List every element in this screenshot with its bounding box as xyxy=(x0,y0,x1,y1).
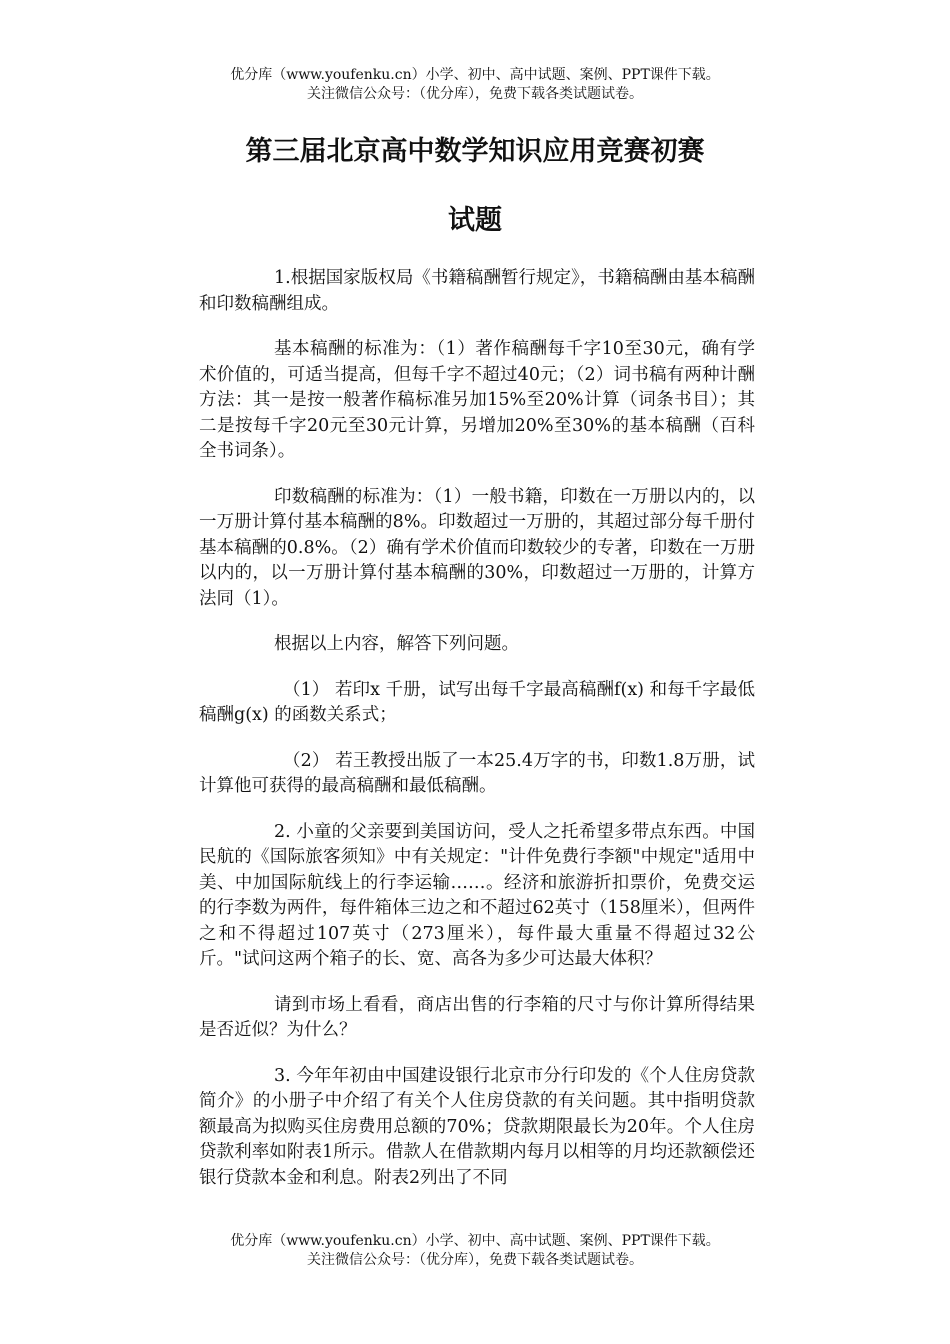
footer-line-2: 关注微信公众号：（优分库），免费下载各类试题试卷。 xyxy=(307,1252,643,1268)
document-subtitle: 试题 xyxy=(448,205,502,236)
page-footer xyxy=(0,1232,950,1270)
document-body xyxy=(199,266,755,1211)
footer-line-1: 优分库（www.youfenku.cn）小学、初中、高中试题、案例、PPT课件下载。 xyxy=(230,1233,720,1249)
header-line-2: 关注微信公众号：（优分库），免费下载各类试题试卷。 xyxy=(307,86,643,102)
sub-question-1: （1） 若印x 千册，试写出每千字最高稿酬f(x) 和每千字最低稿酬g(x) 的函数关系式； xyxy=(199,679,755,725)
question-2: 2. 小童的父亲要到美国访问，受人之托希望多带点东西。中国民航的《国际旅客须知》中有关规定："计件免费行李额"中规定"适用中美、中加国际航线上的行李运输……。经济和旅游折扣票价，免费交运的行李数为两件，每件箱体三边之和不超过62英寸（158厘米），但两件之和不得超过107英寸（273厘米），每件最大重量不得超过32公斤。"试问这两个箱子的长、宽、高各为多少可达最大体积？ xyxy=(199,821,755,969)
sub-question-2: （2） 若王教授出版了一本25.4万字的书，印数1.8万册，试计算他可获得的最高稿酬和最低稿酬。 xyxy=(199,750,755,796)
question-1-intro: 1.根据国家版权局《书籍稿酬暂行规定》，书籍稿酬由基本稿酬和印数稿酬组成。 xyxy=(199,268,755,314)
instruction-paragraph: 根据以上内容，解答下列问题。 xyxy=(274,634,519,654)
document-title: 第三届北京高中数学知识应用竞赛初赛 xyxy=(245,136,705,167)
print-royalty-paragraph: 印数稿酬的标准为：（1）一般书籍，印数在一万册以内的，以一万册计算付基本稿酬的8%。印数超过一万册的，其超过部分每千册付基本稿酬的0.8%。（2）确有学术价值而印数较少的专著，印数在一万册以内的，以一万册计算付基本稿酬的30%，印数超过一万册的，计算方法同（1）。 xyxy=(199,486,755,609)
question-2-followup: 请到市场上看看，商店出售的行李箱的尺寸与你计算所得结果是否近似？为什么？ xyxy=(199,994,755,1040)
page-header xyxy=(0,66,950,104)
header-line-1: 优分库（www.youfenku.cn）小学、初中、高中试题、案例、PPT课件下载。 xyxy=(230,67,720,83)
question-3: 3. 今年年初由中国建设银行北京市分行印发的《个人住房贷款简介》的小册子中介绍了有关个人住房贷款的有关问题。其中指明贷款额最高为拟购买住房费用总额的70%；贷款期限最长为20年。个人住房贷款利率如附表1所示。借款人在借款期内每月以相等的月均还款额偿还银行贷款本金和利息。附表2列出了不同 xyxy=(199,1065,755,1188)
basic-royalty-paragraph: 基本稿酬的标准为：（1）著作稿酬每千字10至30元，确有学术价值的，可适当提高，但每千字不超过40元；（2）词书稿有两种计酬方法：其一是按一般著作稿标准另加15%至20%计算（词条书目）；其二是按每千字20元至30元计算，另增加20%至30%的基本稿酬（百科全书词条）。 xyxy=(199,339,755,461)
